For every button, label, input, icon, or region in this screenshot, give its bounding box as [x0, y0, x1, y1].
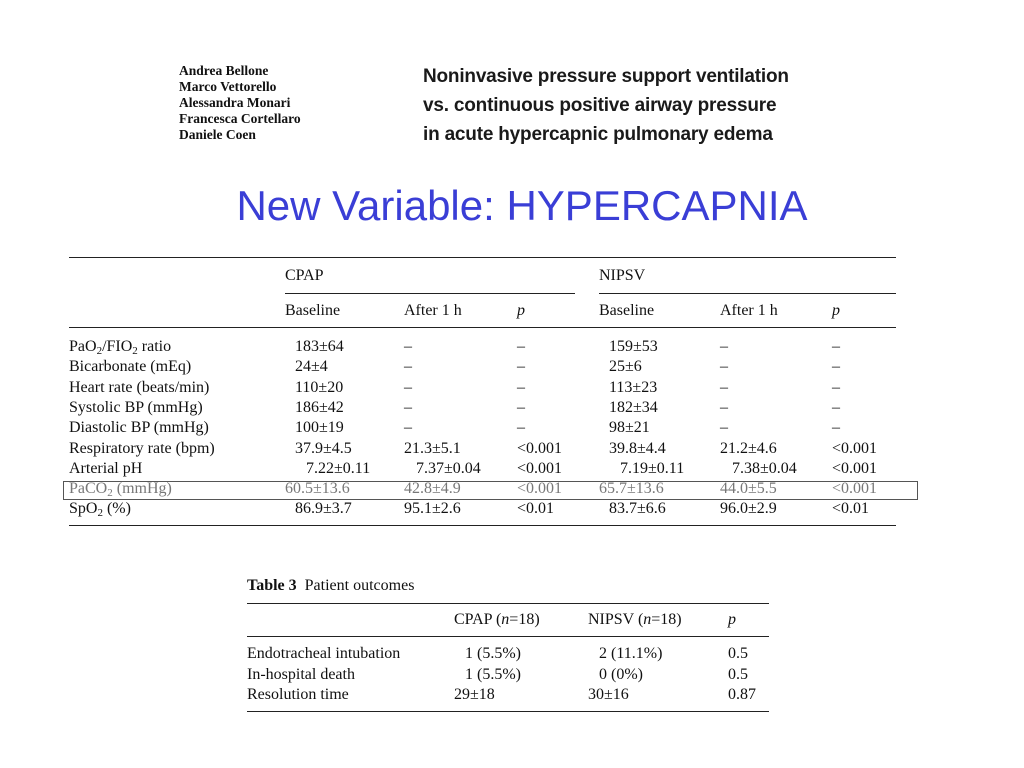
row-label: Diastolic BP (mmHg) [69, 419, 209, 437]
table-cell: – [720, 398, 728, 416]
table-cell: 0 (0%) [599, 665, 643, 683]
paper-title-line: in acute hypercapnic pulmonary edema [423, 124, 773, 145]
table-cell: – [832, 378, 840, 396]
table-cell: 44.0±5.5 [720, 480, 777, 498]
table-cell: – [832, 398, 840, 416]
table-cell: – [517, 378, 525, 396]
column-header-p: p [728, 611, 736, 628]
row-label: In-hospital death [247, 665, 355, 683]
table-cell: – [720, 338, 728, 355]
table-cell: 39.8±4.4 [609, 439, 666, 457]
row-label: Systolic BP (mmHg) [69, 398, 203, 416]
table-rule-bottom [247, 711, 769, 712]
subheader-after-1h: After 1 h [404, 302, 462, 319]
table-cell: 1 (5.5%) [465, 665, 521, 683]
table-cell: 98±21 [609, 419, 650, 437]
table-cell: 100±19 [295, 419, 344, 437]
subheader-baseline: Baseline [599, 302, 655, 319]
table-cell: 2 (11.1%) [599, 645, 663, 662]
row-label: Resolution time [247, 686, 349, 703]
group-header-cpap: CPAP [285, 267, 324, 284]
table-cell: 7.38±0.04 [732, 459, 797, 477]
paper-title-line: Noninvasive pressure support ventilation [423, 66, 789, 87]
table-cell: – [832, 338, 840, 355]
table-cell: 110±20 [295, 378, 344, 396]
table-cell: <0.001 [517, 459, 563, 477]
table-cell: – [517, 338, 525, 355]
row-label: Endotracheal intubation [247, 645, 401, 662]
table-cell: 0.87 [728, 686, 756, 703]
table-cell: <0.001 [517, 439, 563, 457]
table-cell: 83.7±6.6 [609, 500, 666, 518]
subheader-after-1h: After 1 h [720, 302, 778, 319]
author-name: Andrea Bellone [179, 63, 269, 78]
row-label: Bicarbonate (mEq) [69, 358, 192, 376]
group-rule-cpap [285, 293, 575, 294]
table-cell: 7.22±0.11 [306, 459, 371, 477]
table-cell: – [404, 378, 412, 396]
table-cell: 42.8±4.9 [404, 480, 461, 498]
table-rule-bottom [69, 525, 896, 526]
table-cell: 21.3±5.1 [404, 439, 461, 457]
table-cell: 96.0±2.9 [720, 500, 777, 518]
table-caption-number: Table 3 [247, 577, 297, 594]
author-name: Alessandra Monari [179, 95, 291, 110]
group-rule-nipsv [599, 293, 896, 294]
table-rule-top [69, 257, 896, 258]
author-name: Daniele Coen [179, 127, 256, 142]
subheader-p: p [832, 302, 840, 319]
table-cell: <0.01 [517, 500, 555, 518]
table-cell: 30±16 [588, 686, 629, 703]
table-cell: 25±6 [609, 358, 642, 376]
table-cell: <0.001 [832, 459, 878, 477]
table-cell: – [404, 358, 412, 376]
table-cell: – [720, 378, 728, 396]
group-header-nipsv: NIPSV [599, 267, 646, 284]
table-cell: 86.9±3.7 [295, 500, 352, 518]
vitals-table [69, 257, 896, 529]
table-cell: <0.001 [832, 439, 878, 457]
table-cell: – [404, 338, 412, 355]
table-cell: – [517, 419, 525, 437]
table-cell: 29±18 [454, 686, 495, 703]
subheader-p: p [517, 302, 525, 319]
table-cell: 7.37±0.04 [416, 459, 481, 477]
table-caption [247, 576, 414, 595]
table-cell: 7.19±0.11 [620, 459, 685, 477]
table-cell: 21.2±4.6 [720, 439, 777, 457]
table-cell: 65.7±13.6 [599, 480, 664, 498]
table-cell: 0.5 [728, 645, 748, 662]
table-cell: 95.1±2.6 [404, 500, 461, 518]
author-name: Francesca Cortellaro [179, 111, 301, 126]
paper-title [423, 62, 789, 149]
table-rule-header [69, 327, 896, 328]
table-cell: 37.9±4.5 [295, 439, 352, 457]
table-caption-text: Patient outcomes [304, 577, 415, 594]
subheader-baseline: Baseline [285, 302, 341, 319]
table-cell: 183±64 [295, 338, 344, 355]
row-label: $PaO_2/FIO_2$ ratio [69, 338, 172, 357]
table-cell: – [404, 419, 412, 437]
table-cell: – [517, 358, 525, 376]
row-label: SpO$_2$ (%) [69, 500, 131, 520]
author-name: Marco Vettorello [179, 79, 277, 94]
column-header-cpap: CPAP (n=18) [454, 611, 540, 628]
patient-outcomes-table [247, 574, 769, 714]
table-cell: – [832, 419, 840, 437]
table-cell: – [720, 419, 728, 437]
table-cell: – [832, 358, 840, 376]
table-cell: – [404, 398, 412, 416]
table-cell: 113±23 [609, 378, 658, 396]
table-cell: <0.001 [832, 480, 878, 498]
highlight-box [63, 481, 918, 500]
column-header-nipsv: NIPSV (n=18) [588, 611, 682, 628]
table-cell: – [720, 358, 728, 376]
table-cell: 159±53 [609, 338, 658, 355]
row-label: Arterial pH [69, 459, 143, 477]
table-rule-top [247, 603, 769, 604]
table-cell: <0.001 [517, 480, 563, 498]
table-cell: <0.01 [832, 500, 870, 518]
table-cell: 24±4 [295, 358, 328, 376]
table-cell: 60.5±13.6 [285, 480, 350, 498]
paper-title-line: vs. continuous positive airway pressure [423, 95, 777, 116]
row-label: PaCO$_2$ (mmHg) [69, 480, 172, 500]
row-label: Respiratory rate (bpm) [69, 439, 215, 457]
slide-title: New Variable: HYPERCAPNIA [236, 182, 808, 229]
row-label: Heart rate (beats/min) [69, 378, 210, 396]
author-list [179, 63, 301, 143]
table-cell: – [517, 398, 525, 416]
table-rule-header [247, 636, 769, 637]
table-cell: 1 (5.5%) [465, 645, 521, 662]
table-cell: 0.5 [728, 665, 748, 683]
table-cell: 186±42 [295, 398, 344, 416]
table-cell: 182±34 [609, 398, 658, 416]
